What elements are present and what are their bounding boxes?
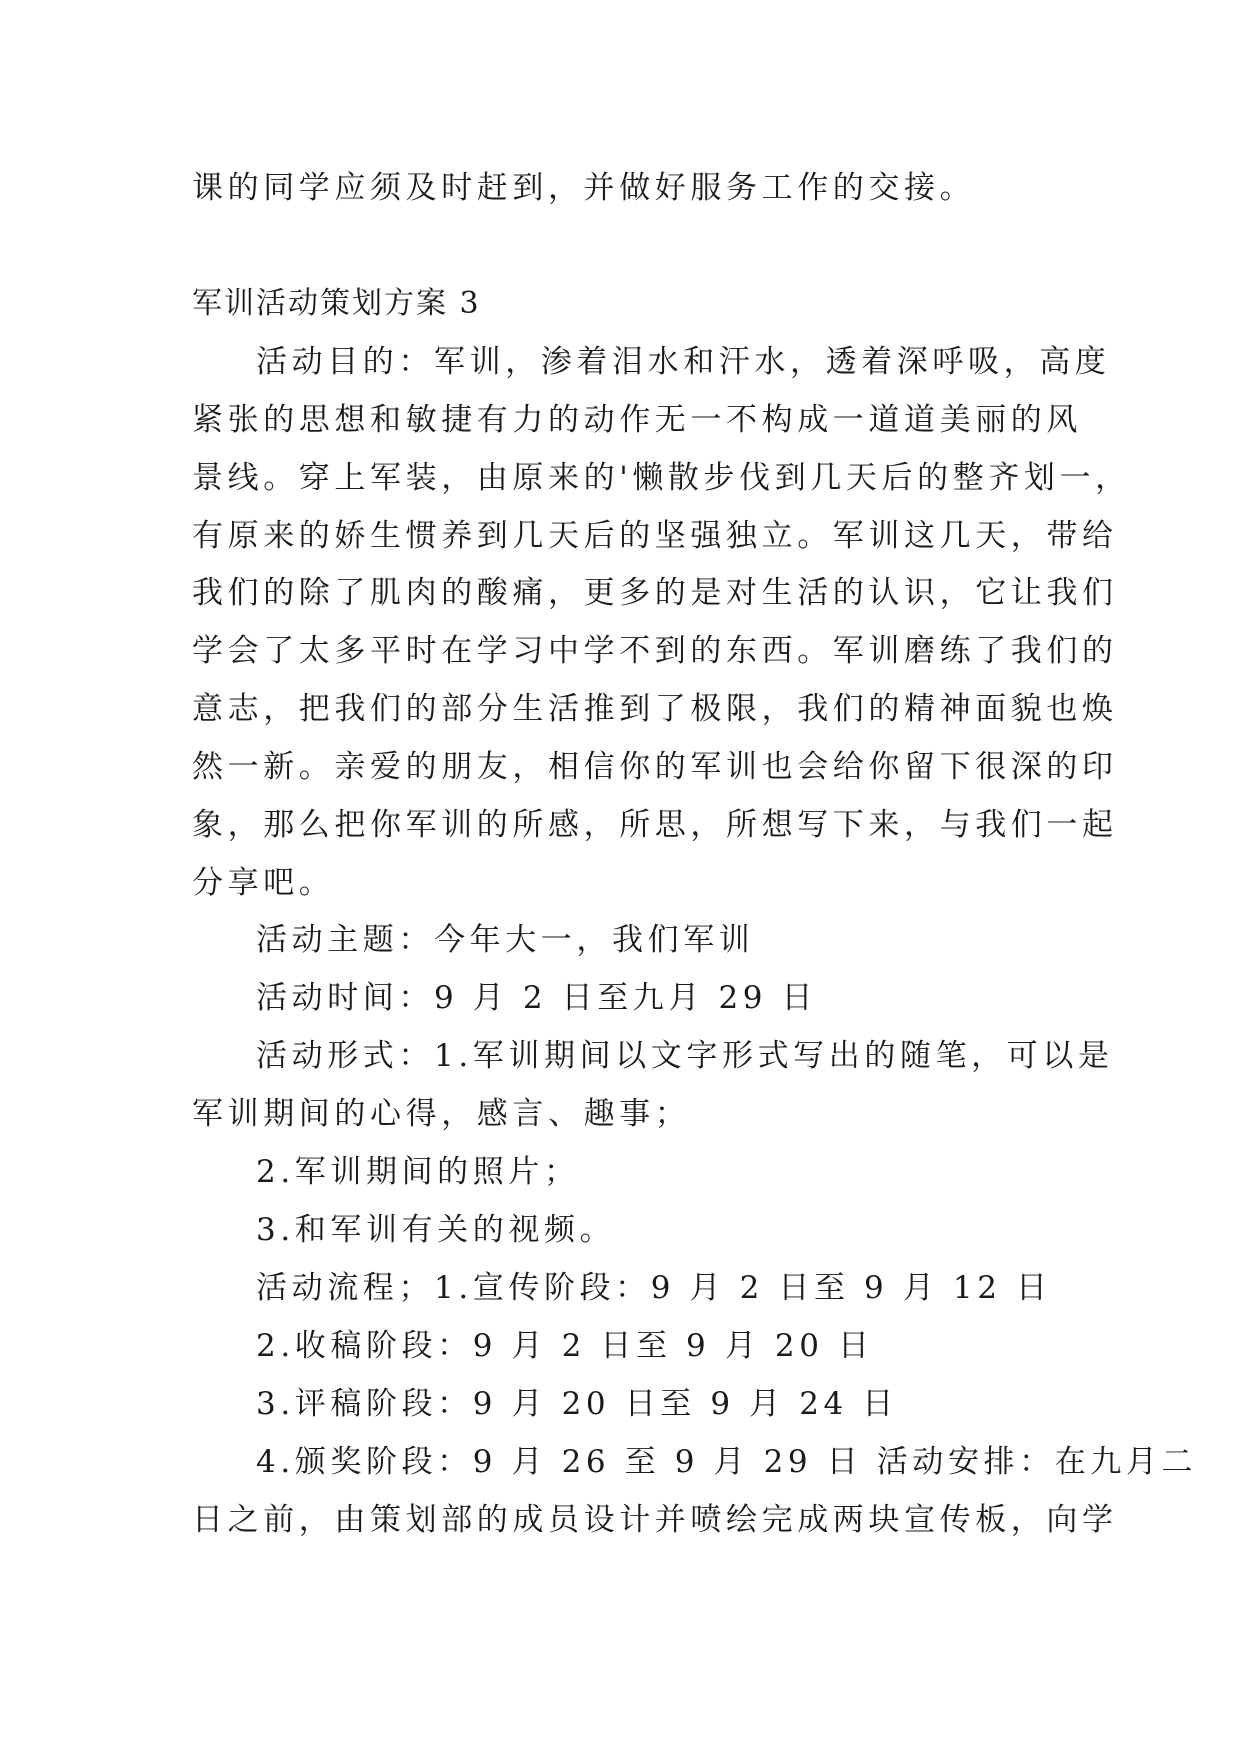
text-line: 象，那么把你军训的所感，所思，所想写下来，与我们一起 xyxy=(192,807,1118,843)
text-line: 2.军训期间的照片； xyxy=(256,1154,580,1190)
text-line: 4.颁奖阶段：9 月 26 至 9 月 29 日 活动安排：在九月二 xyxy=(256,1444,1198,1480)
text-line: 3.和军训有关的视频。 xyxy=(256,1212,616,1248)
text-line: 活动形式：1.军训期间以文字形式写出的随笔，可以是 xyxy=(256,1038,1114,1074)
text-line: 3.评稿阶段：9 月 20 日至 9 月 24 日 xyxy=(256,1386,898,1422)
text-line: 紧张的思想和敏捷有力的动作无一不构成一道道美丽的风 xyxy=(192,402,1082,438)
text-line: 活动目的：军训，渗着泪水和汗水，透着深呼吸，高度 xyxy=(256,344,1111,380)
text-line: 军训期间的心得，感言、趣事； xyxy=(192,1096,691,1132)
text-line: 有原来的娇生惯养到几天后的坚强独立。军训这几天，带给 xyxy=(192,518,1118,554)
text-line: 学会了太多平时在学习中学不到的东西。军训磨练了我们的 xyxy=(192,633,1118,669)
text-line: 日之前，由策划部的成员设计并喷绘完成两块宣传板，向学 xyxy=(192,1502,1118,1538)
text-line: 我们的除了肌肉的酸痛，更多的是对生活的认识，它让我们 xyxy=(192,575,1118,611)
text-line: 活动流程；1.宣传阶段：9 月 2 日至 9 月 12 日 xyxy=(256,1270,1052,1306)
text-line: 意志，把我们的部分生活推到了极限，我们的精神面貌也焕 xyxy=(192,691,1118,727)
text-line: 活动时间：9 月 2 日至九月 29 日 xyxy=(256,980,818,1016)
text-line: 景线。穿上军装，由原来的'懒散步伐到几天后的整齐划一， xyxy=(192,460,1131,496)
section-heading: 军训活动策划方案 3 xyxy=(192,286,481,321)
text-line: 课的同学应须及时赶到，并做好服务工作的交接。 xyxy=(192,170,976,206)
text-line: 活动主题：今年大一，我们军训 xyxy=(256,922,755,958)
text-line: 2.收稿阶段：9 月 2 日至 9 月 20 日 xyxy=(256,1328,874,1364)
text-line: 然一新。亲爱的朋友，相信你的军训也会给你留下很深的印 xyxy=(192,749,1118,785)
text-line: 分享吧。 xyxy=(192,865,335,901)
